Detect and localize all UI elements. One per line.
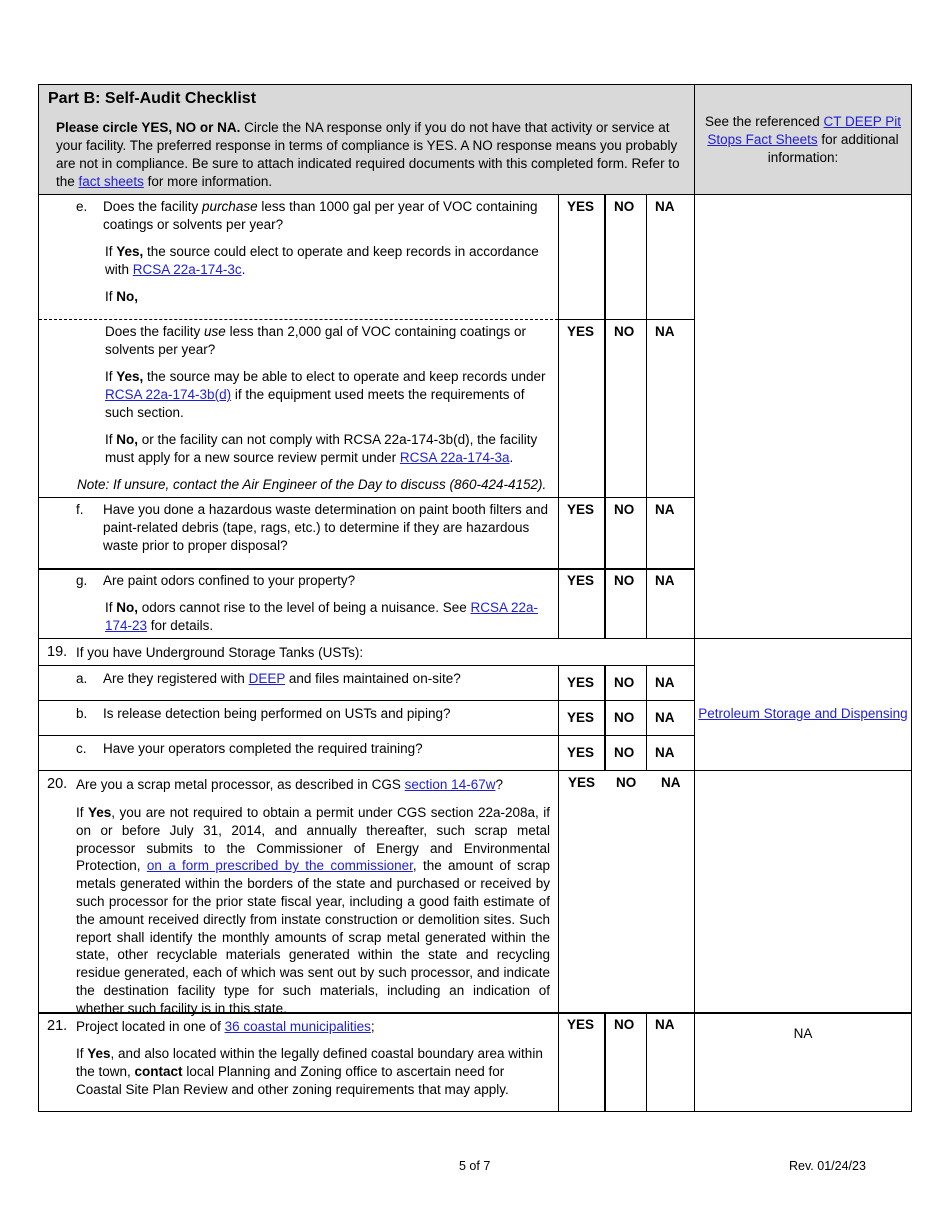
e2-yes-choice[interactable]: YES (567, 324, 595, 339)
e-y2-pre: If (105, 369, 117, 384)
item-e-note: Note: If unsure, contact the Air Engineer of the Day to discuss (860-424-4152). (77, 477, 547, 492)
col-no-left (604, 194, 606, 638)
col-no-left-21 (604, 1012, 606, 1112)
g-yes-choice[interactable]: YES (567, 573, 595, 588)
col-yes-left-20 (558, 770, 559, 1112)
19a-no-choice[interactable]: NO (614, 675, 635, 690)
e-q-em: purchase (202, 199, 258, 214)
row-19b-top (38, 700, 695, 701)
intro-end: for more information. (143, 174, 273, 189)
rcsa-3bd-link[interactable]: RCSA 22a-174-3b(d) (105, 387, 232, 402)
g-n-pre: If (105, 600, 117, 615)
21-na-choice[interactable]: NA (655, 1017, 675, 1032)
item-21-question (76, 1018, 375, 1036)
item-e-no-text-2 (105, 431, 553, 467)
item-19b-label: b. (76, 706, 88, 721)
item-e-label: e. (76, 199, 88, 214)
g-n-mid: odors cannot rise to the level of being a nuisance. See (138, 600, 471, 615)
intro-text: Circle the NA response only if you do not have that activity or service at your facility. The preferred response in terms of compliance is YES. A NO response means you probably are not in compliance. Be sure to attach indicated required documents with this completed form. Refer to the (56, 120, 680, 189)
e-n2-bold: No, (116, 432, 139, 447)
20-p-mid: , you are not required to obtain a permit under CGS section 22a-208a, if on or before July 31, 2014, and annually thereafter, such scrap metal processor submits to the Commissioner of Energy and Environmental Protection, (76, 805, 550, 874)
20-yes-choice[interactable]: YES (568, 775, 596, 790)
e-split-line (558, 319, 694, 320)
e-na-choice[interactable]: NA (655, 199, 675, 214)
e-yes-mid: the source could elect to operate and keep records in accordance with (105, 244, 539, 277)
intro-bold: Please circle YES, NO or NA. (56, 120, 241, 135)
e-n2-end: . (509, 450, 514, 465)
side-column-divider (694, 84, 695, 1112)
e-no-bold: No, (116, 289, 139, 304)
header-intro (56, 119, 686, 191)
e-q-post: less than 1000 gal per year of VOC containing coatings or solvents per year? (103, 199, 538, 232)
e2-no-choice[interactable]: NO (614, 324, 635, 339)
20-p-end: , the amount of scrap metals generated within the borders of the state and purchased or received by such processor for the prior state fiscal year, including a good faith estimate of the amount received directly from instate construction or demolition sites. Such report shall identify the monthly amounts of scrap metal generated within the state, other recyclable materials generated within the state and recycling residue generated, each of which was sent out by such processor, and indicate the destination facility type for such materials, including an indication of whether such facility is in this state. (76, 858, 550, 1016)
20-q-post: ? (495, 777, 503, 792)
pit-stops-link[interactable]: CT DEEP Pit Stops Fact Sheets (707, 114, 902, 147)
e-y2-mid: the source may be able to elect to operate and keep records under (143, 369, 546, 384)
f-na-choice[interactable]: NA (655, 502, 675, 517)
item-21-side: NA (793, 1026, 813, 1041)
item-e-yes-text-2 (105, 368, 550, 422)
item-19c-label: c. (76, 741, 87, 756)
item-e-no-text (105, 288, 138, 306)
19b-no-choice[interactable]: NO (614, 710, 635, 725)
f-yes-choice[interactable]: YES (567, 502, 595, 517)
e-yes-pre: If (105, 244, 117, 259)
e2-na-choice[interactable]: NA (655, 324, 675, 339)
deep-link[interactable]: DEEP (248, 671, 286, 686)
19a-yes-choice[interactable]: YES (567, 675, 595, 690)
item-19c-question: Have your operators completed the required training? (103, 741, 423, 756)
19a-post: and files maintained on-site? (285, 671, 461, 686)
row-20-top (38, 770, 912, 771)
col-na-left-21 (646, 1012, 647, 1112)
19a-na-choice[interactable]: NA (655, 675, 675, 690)
col-yes-left-19 (558, 665, 559, 771)
21-p-mid: , and also located within the legally defined coastal boundary area within the town, (76, 1046, 543, 1079)
item-20-paragraph (76, 804, 550, 1018)
21-q-pre: Project located in one of (76, 1019, 225, 1034)
e-q2-pre: Does the facility (105, 324, 205, 339)
header-side-note (702, 113, 904, 167)
item-f-label: f. (76, 502, 84, 517)
col-na-left-19 (646, 665, 647, 771)
item-e-question-2 (105, 323, 550, 359)
side-post: for additional information: (767, 132, 899, 165)
19c-yes-choice[interactable]: YES (567, 745, 595, 760)
item-21-paragraph (76, 1045, 546, 1099)
row-19-top (38, 638, 912, 639)
rcsa-3a-link[interactable]: RCSA 22a-174-3a (399, 450, 510, 465)
frame-bottom (38, 1111, 912, 1112)
item-g-label: g. (76, 573, 88, 588)
21-p-pre: If (76, 1046, 88, 1061)
20-p-pre: If (76, 805, 88, 820)
e-q2-post: less than 2,000 gal of VOC containing coatings or solvents per year? (105, 324, 527, 357)
20-p-bold: Yes (87, 805, 112, 820)
e-q-pre: Does the facility (103, 199, 203, 214)
section-14-67w-link[interactable]: section 14-67w (404, 777, 496, 792)
20-na-choice[interactable]: NA (661, 775, 681, 790)
row-f-top (38, 497, 695, 498)
frame-top (38, 84, 912, 85)
rcsa-3c-link[interactable]: RCSA 22a-174-3c (132, 262, 242, 277)
e-yes-bold: Yes, (116, 244, 144, 259)
fact-sheets-link[interactable]: fact sheets (78, 174, 144, 189)
petroleum-storage-link[interactable]: Petroleum Storage and Dispensing (698, 706, 908, 721)
21-p-bold2: contact (134, 1064, 183, 1079)
side-pre: See the referenced (704, 114, 824, 129)
e-n2-mid: or the facility can not comply with RCSA 22a-174-3b(d), the facility must apply for a new source review permit under (105, 432, 538, 465)
19b-na-choice[interactable]: NA (655, 710, 675, 725)
rcsa-23-link[interactable]: RCSA 22a-174-23 (105, 600, 539, 633)
item-g-no-text (105, 599, 545, 635)
e-no-choice[interactable]: NO (614, 199, 635, 214)
20-no-choice[interactable]: NO (616, 775, 637, 790)
g-na-choice[interactable]: NA (655, 573, 675, 588)
e-yes-end: . (241, 262, 246, 277)
21-no-choice[interactable]: NO (614, 1017, 635, 1032)
page-number: 5 of 7 (459, 1159, 491, 1173)
item-20-question (76, 776, 503, 794)
e-y2-end: if the equipment used meets the requirements of such section. (105, 387, 525, 420)
19b-yes-choice[interactable]: YES (567, 710, 595, 725)
item-19-question: If you have Underground Storage Tanks (USTs): (76, 645, 364, 660)
coastal-municipalities-link[interactable]: 36 coastal municipalities (224, 1019, 371, 1034)
e-yes-choice[interactable]: YES (567, 199, 595, 214)
frame-left (38, 84, 39, 1112)
item-19-number: 19. (47, 644, 68, 660)
col-na-left (646, 194, 647, 638)
f-no-choice[interactable]: NO (614, 502, 635, 517)
20-q-pre: Are you a scrap metal processor, as described in CGS (76, 777, 405, 792)
frame-right (911, 84, 912, 1112)
item-20-number: 20. (47, 776, 68, 792)
g-n-end: for details. (147, 618, 214, 633)
21-yes-choice[interactable]: YES (567, 1017, 595, 1032)
item-f-question: Have you done a hazardous waste determination on paint booth filters and paint-related debris (tape, rags, etc.) to determine if they are hazardous waste prior to proper disposal? (103, 502, 549, 553)
e-q2-em: use (204, 324, 226, 339)
col-yes-left (558, 194, 559, 638)
19a-pre: Are they registered with (103, 671, 249, 686)
revision-date: Rev. 01/24/23 (789, 1159, 866, 1173)
g-n-bold: No, (116, 600, 139, 615)
e-n2-pre: If (105, 432, 117, 447)
item-21-number: 21. (47, 1018, 68, 1034)
item-g-question: Are paint odors confined to your property? (103, 573, 356, 588)
21-q-post: ; (370, 1019, 375, 1034)
19c-no-choice[interactable]: NO (614, 745, 635, 760)
item-19a-question (103, 670, 461, 688)
dashed-separator (39, 319, 558, 320)
item-19-side (696, 705, 910, 723)
item-19b-question: Is release detection being performed on USTs and piping? (103, 706, 451, 721)
row-19a-top (38, 665, 695, 666)
row-19c-top (38, 735, 695, 736)
col-no-left-19 (604, 665, 606, 771)
21-p-end: local Planning and Zoning office to ascertain need for Coastal Site Plan Review and other zoning requirements that may apply. (76, 1064, 509, 1097)
header-bottom-line (38, 194, 912, 195)
e-y2-bold: Yes, (116, 369, 144, 384)
item-e-yes-text (105, 243, 550, 279)
item-19a-label: a. (76, 671, 88, 686)
e-no-pre: If (105, 289, 117, 304)
21-p-bold: Yes (87, 1046, 111, 1061)
row-g-top (38, 568, 695, 570)
g-no-choice[interactable]: NO (614, 573, 635, 588)
19c-na-choice[interactable]: NA (655, 745, 675, 760)
item-e-question (103, 198, 553, 234)
prescribed-form-link[interactable]: on a form prescribed by the commissioner (146, 858, 413, 874)
page-title: Part B: Self-Audit Checklist (48, 90, 257, 107)
